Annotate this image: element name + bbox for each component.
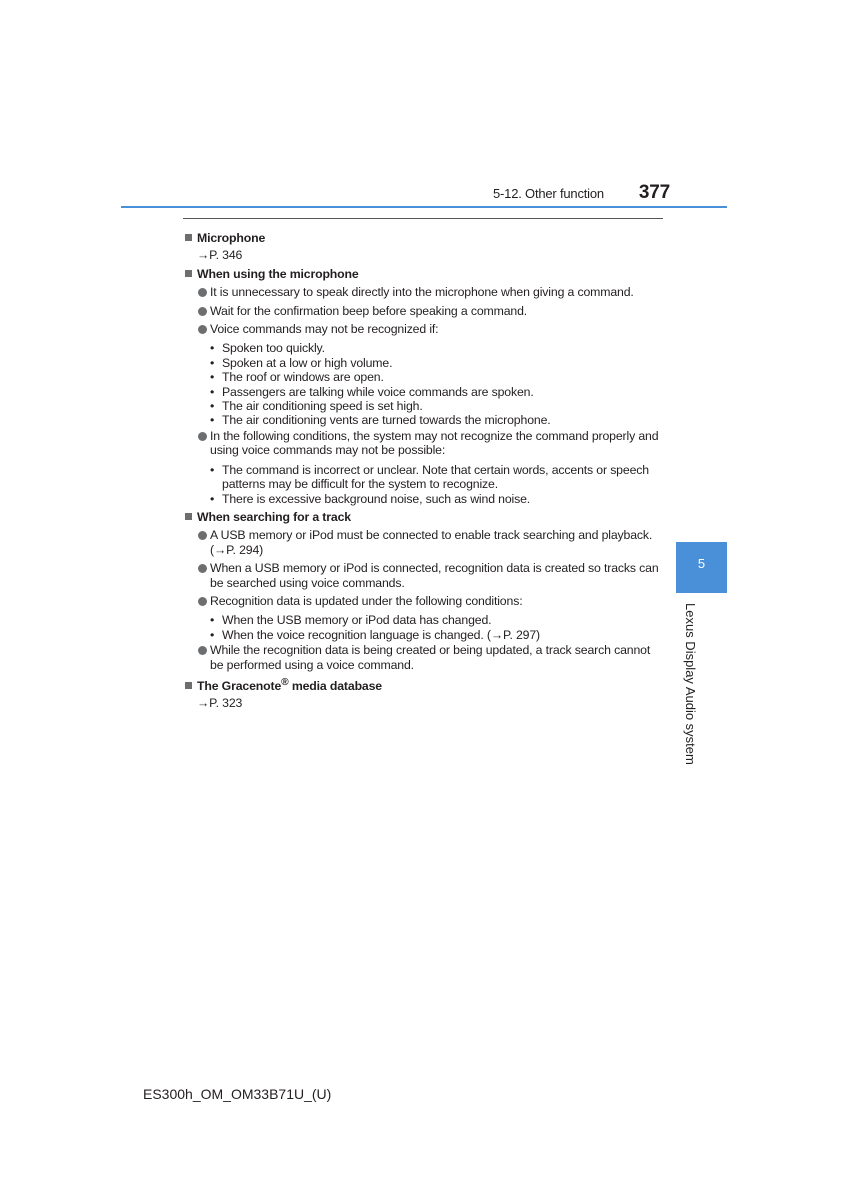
bullet-icon <box>198 432 207 441</box>
sub-item: • The air conditioning vents are turned towards the microphone. <box>210 413 551 428</box>
list-item: Voice commands may not be recognized if: <box>185 322 665 336</box>
page-number: 377 <box>638 182 670 203</box>
square-marker-icon <box>185 270 192 277</box>
bullet-icon <box>198 325 207 334</box>
sub-item: • When the USB memory or iPod data has changed. <box>210 613 492 628</box>
section-heading: The Gracenote® media database <box>185 676 665 694</box>
sub-item: • Spoken at a low or high volume. <box>210 355 393 370</box>
sub-item: • The command is incorrect or unclear. Note that certain words, accents or speech patterns may be difficult for the system to recognize. <box>210 462 649 492</box>
header-rule <box>121 206 727 208</box>
list-item: A USB memory or iPod must be connected to enable track searching and playback. (→P. 294) <box>185 528 665 557</box>
section-title: 5-12. Other function <box>493 186 604 201</box>
bullet-icon <box>198 597 207 606</box>
page-reference[interactable]: →P. 323 <box>197 696 243 711</box>
document-code: ES300h_OM_OM33B71U_(U) <box>143 1086 332 1102</box>
chapter-tab: 5 <box>676 542 727 593</box>
page-reference[interactable]: →P. 346 <box>197 248 243 263</box>
list-item: Wait for the confirmation beep before speaking a command. <box>185 304 665 318</box>
bullet-icon <box>198 288 207 297</box>
square-marker-icon <box>185 234 192 241</box>
bullet-icon <box>198 564 207 573</box>
page-content <box>185 227 665 713</box>
square-marker-icon <box>185 513 192 520</box>
sub-item: • When the voice recognition language is changed. (→P. 297) <box>210 627 540 642</box>
list-item: When a USB memory or iPod is connected, recognition data is created so tracks can be searched using voice commands. <box>185 561 665 590</box>
sub-item: • The roof or windows are open. <box>210 370 384 385</box>
list-item: It is unnecessary to speak directly into the microphone when giving a command. <box>185 285 665 299</box>
section-heading: When using the microphone <box>185 267 665 281</box>
section-heading: When searching for a track <box>185 510 665 524</box>
bullet-icon <box>198 531 207 540</box>
section-heading: Microphone <box>185 231 665 245</box>
sub-item: • Passengers are talking while voice commands are spoken. <box>210 384 534 399</box>
sub-item: • Spoken too quickly. <box>210 341 325 356</box>
list-item: While the recognition data is being created or being updated, a track search cannot be performed using a voice command. <box>185 643 665 672</box>
bullet-icon <box>198 646 207 655</box>
sub-item: • There is excessive background noise, such as wind noise. <box>210 491 531 506</box>
content-rule <box>183 218 663 219</box>
bullet-icon <box>198 307 207 316</box>
square-marker-icon <box>185 682 192 689</box>
chapter-title: Lexus Display Audio system <box>683 603 698 765</box>
list-item: Recognition data is updated under the following conditions: <box>185 594 665 608</box>
sub-item: • The air conditioning speed is set high. <box>210 399 423 414</box>
list-item: In the following conditions, the system may not recognize the command properly and using voice commands may not be possible: <box>185 429 665 458</box>
